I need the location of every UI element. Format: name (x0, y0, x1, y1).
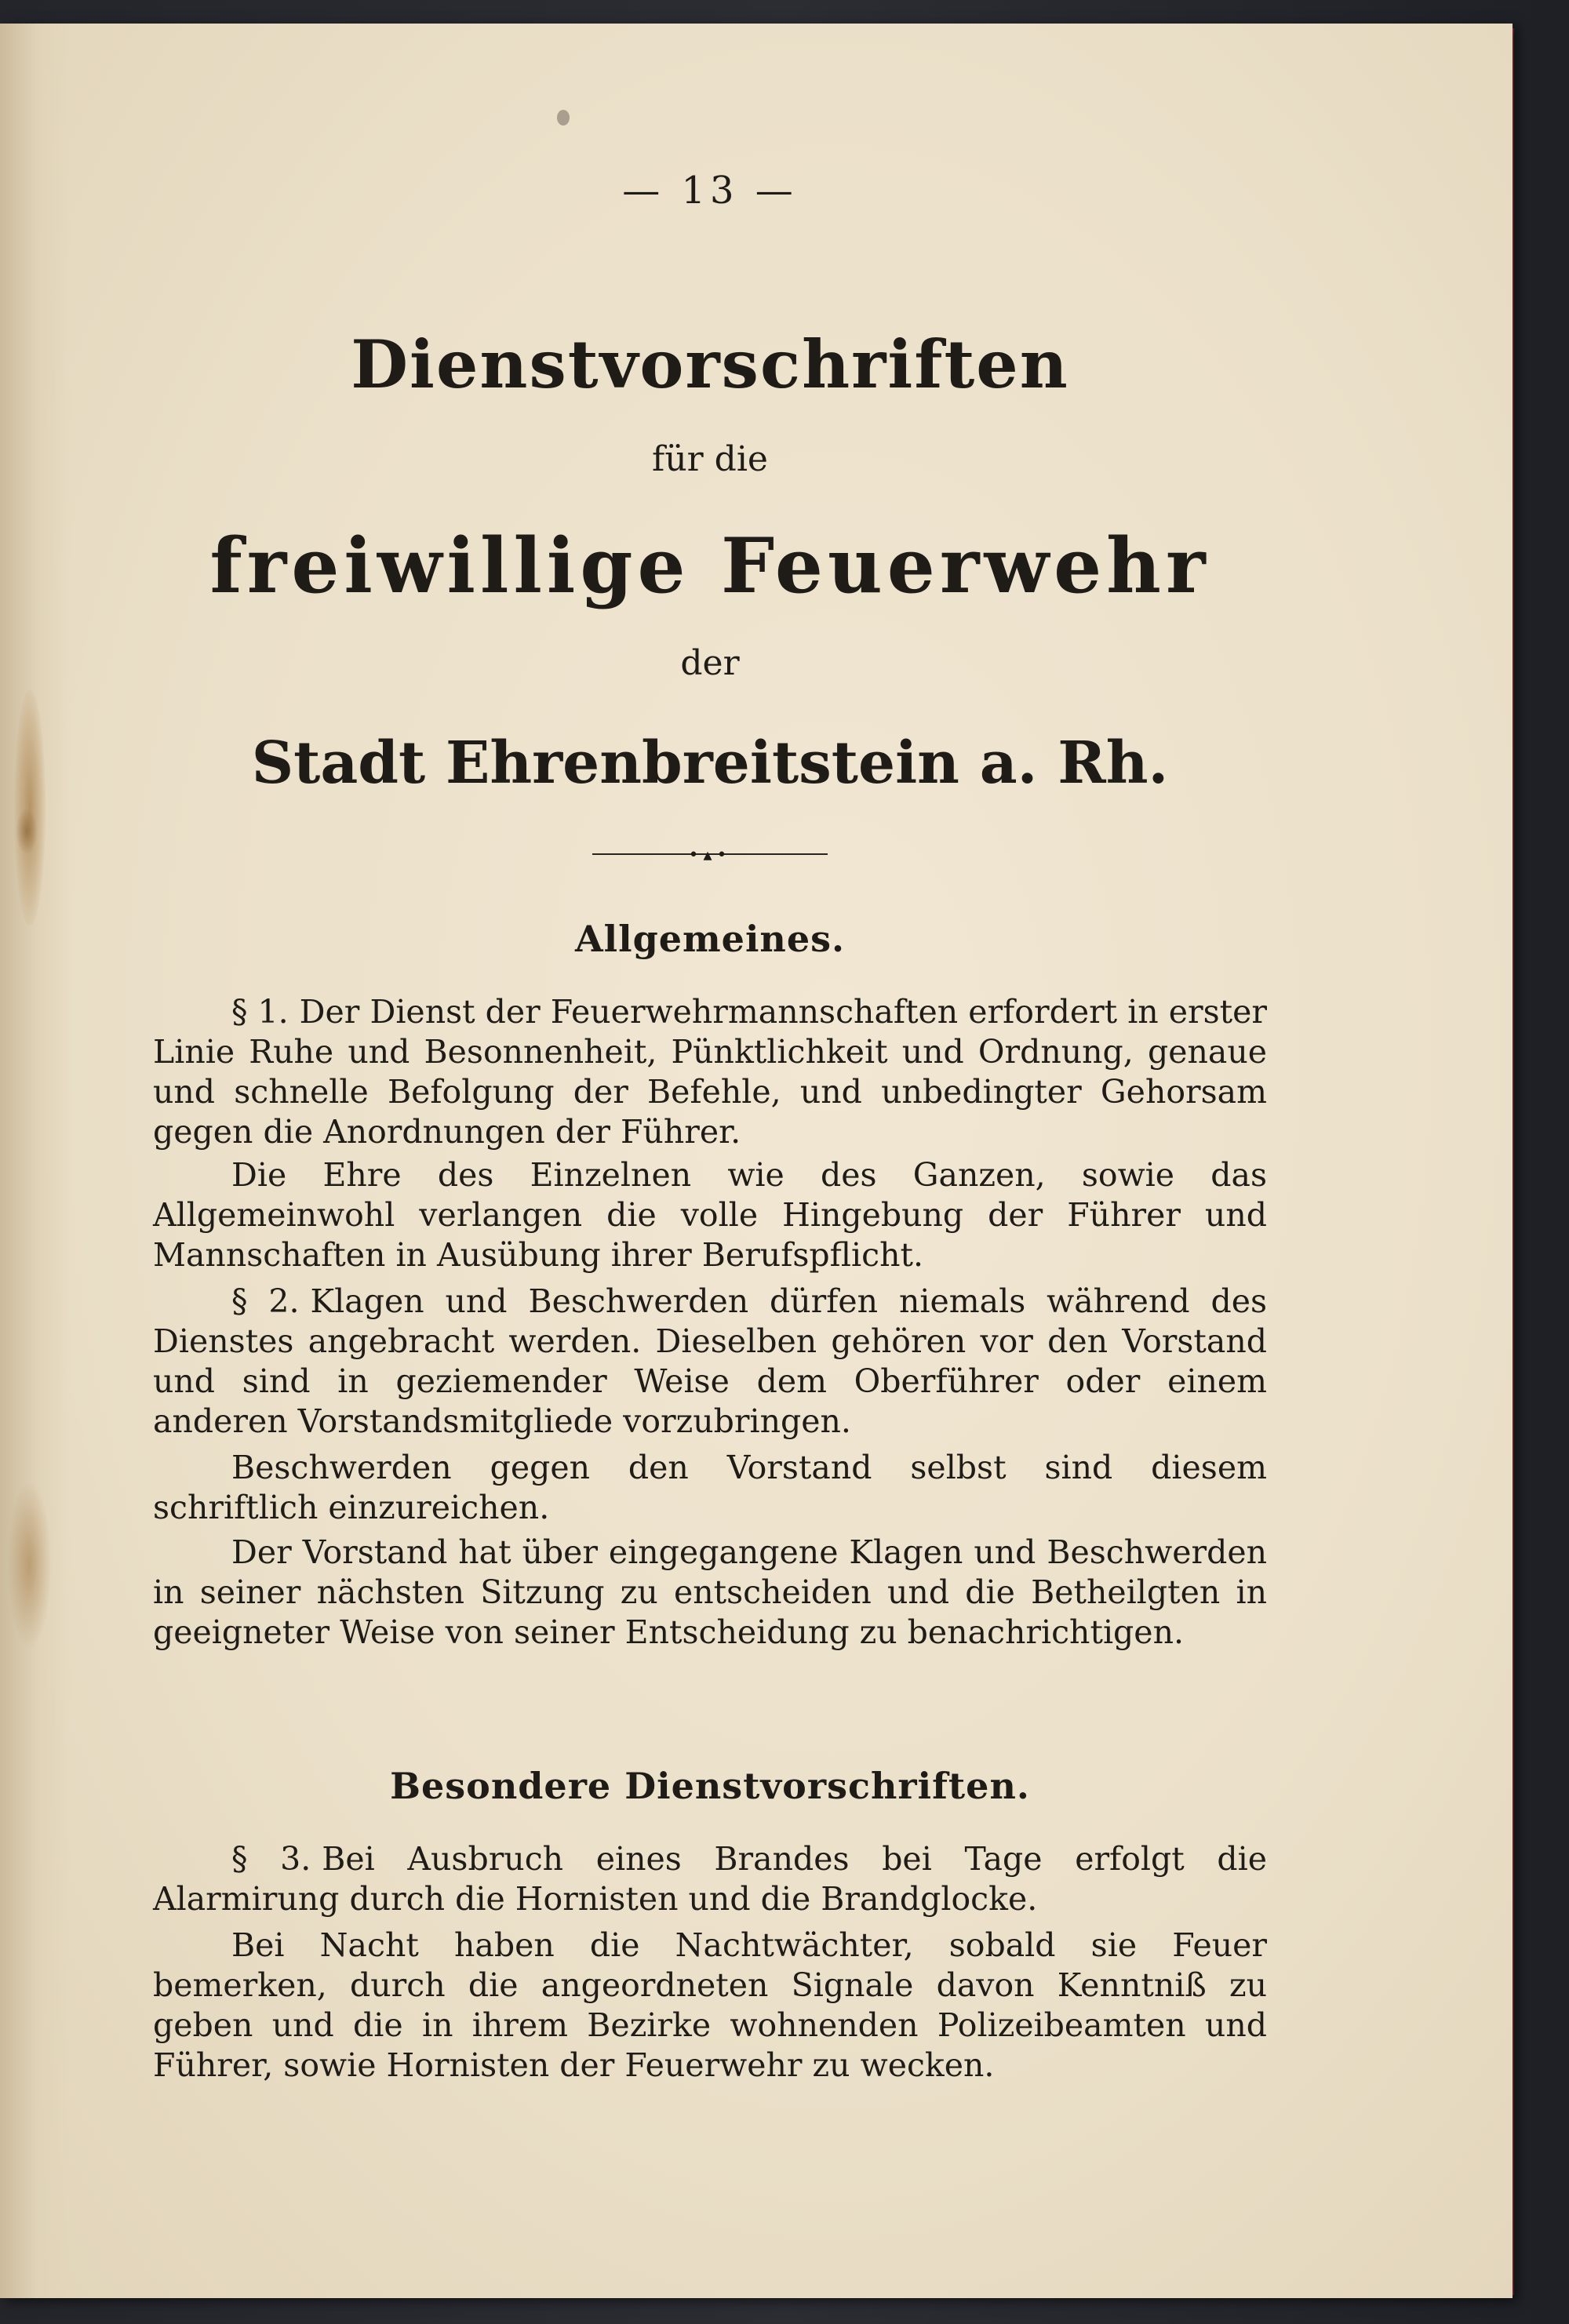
ink-dot (557, 110, 570, 125)
page-gutter (0, 24, 71, 2298)
page-number: — 13 — (622, 169, 798, 213)
section-number: § 2. (231, 1282, 300, 1320)
document-title: Dienstvorschriften (351, 326, 1069, 403)
paragraph-text: Bei Nacht haben die Nachtwächter, sobald sie Feuer bemerken, durch die angeordneten Signale davon Kenntniß zu geben und die in ihrem Bezirke wohnenden Polizeibeamten und Führer, sowie Hornisten der Feuerwehr zu wecken. (153, 1926, 1267, 2084)
paragraph-text: Bei Ausbruch eines Brandes bei Tage erfolgt die Alarmirung durch die Hornisten und die Brandglocke. (153, 1840, 1268, 1918)
paragraph-text: Der Vorstand hat über eingegangene Klagen und Beschwerden in seiner nächsten Sitzung zu entscheiden und die Betheilgten in geeigneter Weise von seiner Entscheidung zu benachrichtigen. (153, 1533, 1267, 1651)
paragraph (153, 992, 1267, 1152)
paragraph (153, 1839, 1267, 1919)
section-number: § 1. (231, 993, 289, 1031)
subtitle-fuer: für die (652, 439, 768, 479)
paragraph (153, 1155, 1267, 1275)
section-number: § 3. (231, 1840, 311, 1878)
stain-mark (8, 1482, 51, 1647)
paragraph-text: Klagen und Beschwerden dürfen niemals während des Dienstes angebracht werden. Dieselben gehören vor den Vorstand und sind in geziemender Weise dem Oberführer oder einem anderen Vorstandsmitgliede vorzubringen. (153, 1282, 1268, 1440)
paragraph (153, 1448, 1267, 1528)
stain-mark (16, 808, 38, 855)
paragraph (153, 1533, 1267, 1653)
stain-mark (14, 690, 46, 926)
city-name: Stadt Ehrenbreitstein a. Rh. (251, 729, 1169, 797)
paragraph-text: Die Ehre des Einzelnen wie des Ganzen, sowie das Allgemeinwohl verlangen die volle Hingebung der Führer und Mannschaften in Ausübung ihrer Berufspflicht. (153, 1156, 1267, 1274)
paragraph-text: Beschwerden gegen den Vorstand selbst sind diesem schriftlich einzureichen. (153, 1449, 1267, 1526)
paragraph (153, 1926, 1267, 2086)
paragraph-text: Der Dienst der Feuerwehrmannschaften erfordert in erster Linie Ruhe und Besonnenheit, Pünktlichkeit und Ordnung, genaue und schnelle Befolgung der Befehle, und unbedingter Gehorsam gegen die Anordnungen der Führer. (153, 993, 1267, 1151)
book-page (0, 24, 1513, 2298)
heading-special: Besondere Dienstvorschriften. (390, 1765, 1030, 1807)
paragraph (153, 1282, 1267, 1442)
subtitle-main: freiwillige Feuerwehr (209, 522, 1210, 610)
subtitle-der: der (680, 643, 740, 683)
ornament-dots: •▴• (688, 846, 732, 865)
heading-general: Allgemeines. (574, 918, 846, 960)
